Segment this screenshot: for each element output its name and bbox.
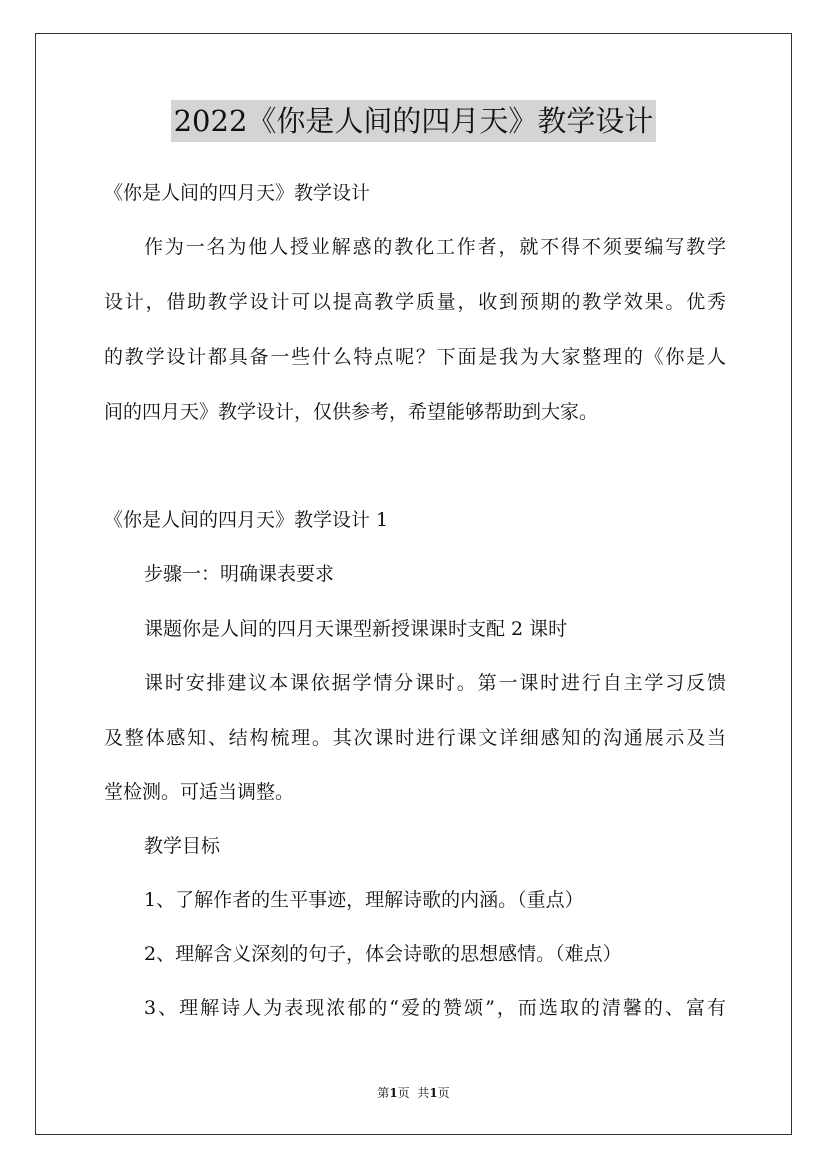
topic-line: 课题你是人间的四月天课型新授课课时支配 2 课时 [144,618,568,640]
footer-page-number: 1 [389,1086,398,1100]
footer-total-pages: 1 [429,1086,438,1100]
arrange-line-1: 课时安排建议本课依据学情分课时。第一课时进行自主学习反馈 [144,672,726,694]
arrange-line-2: 及整体感知、结构梳理。其次课时进行课文详细感知的沟通展示及当 [104,727,726,749]
goals-heading: 教学目标 [144,835,221,857]
subtitle: 《你是人间的四月天》教学设计 [104,182,371,204]
intro-line-1: 作为一名为他人授业解惑的教化工作者，就不得不须要编写教学 [144,236,726,258]
step-heading: 步骤一：明确课表要求 [144,563,335,585]
document-title: 2022《你是人间的四月天》教学设计 [171,100,657,142]
goal-item-3: 3、理解诗人为表现浓郁的“爱的赞颂”，而选取的清馨的、富有 [144,997,726,1019]
footer-suffix: 页 [437,1086,450,1100]
intro-line-4: 间的四月天》教学设计，仅供参考，希望能够帮助到大家。 [104,401,599,423]
intro-line-3: 的教学设计都具备一些什么特点呢？下面是我为大家整理的《你是人 [104,346,726,368]
arrange-line-3: 堂检测。可适当调整。 [104,781,295,803]
footer-prefix: 第 [377,1086,390,1100]
page-footer [0,1085,827,1101]
section-heading: 《你是人间的四月天》教学设计 1 [104,509,389,531]
footer-mid: 页 共 [397,1086,430,1100]
title-container [0,100,827,142]
goal-item-1: 1、了解作者的生平事迹，理解诗歌的内涵。（重点） [144,889,584,911]
intro-line-2: 设计，借助教学设计可以提高教学质量，收到预期的教学效果。优秀 [104,291,726,313]
goal-item-2: 2、理解含义深刻的句子，体会诗歌的思想感情。（难点） [144,943,622,965]
